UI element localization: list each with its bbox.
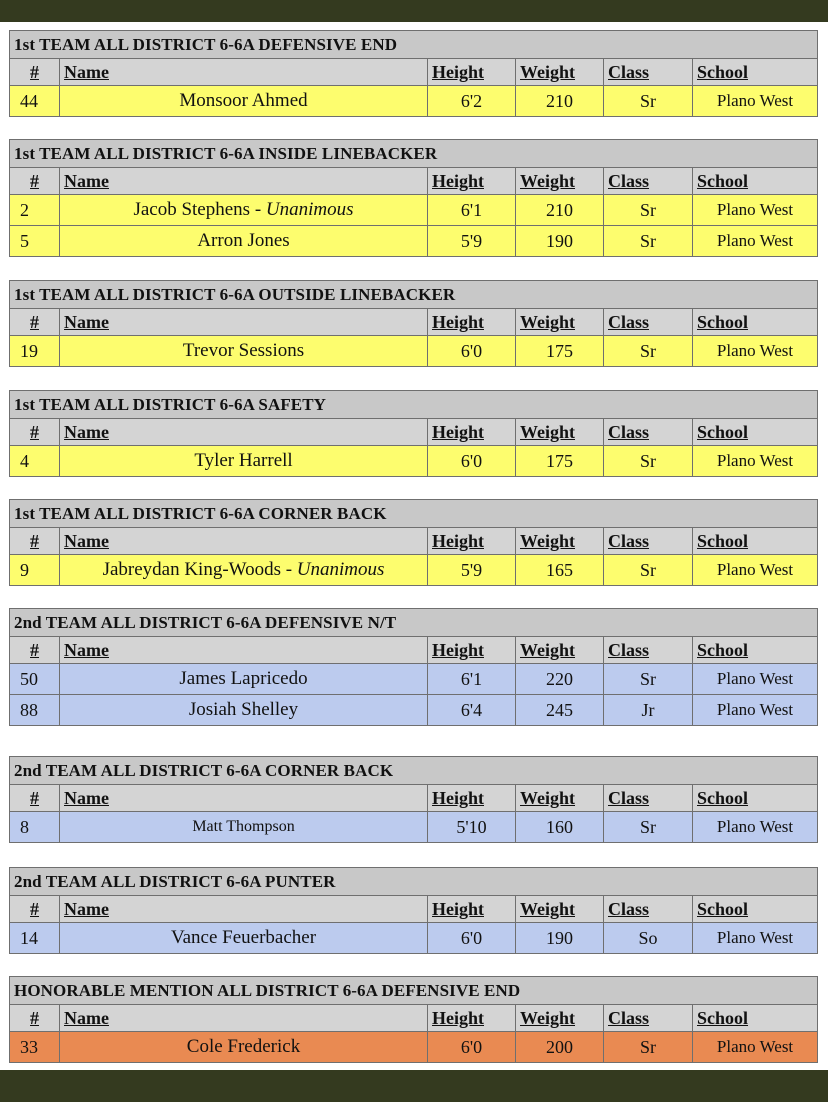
section-table: [9, 30, 818, 117]
section-title: 2nd TEAM ALL DISTRICT 6-6A PUNTER: [10, 868, 818, 896]
header-height: Height: [428, 528, 516, 555]
section-table: [9, 867, 818, 954]
player-num: 88: [10, 695, 60, 726]
header-school: School: [693, 419, 818, 446]
player-row: [10, 664, 818, 695]
header-num: #: [10, 896, 60, 923]
header-class: Class: [604, 419, 693, 446]
section-title: 1st TEAM ALL DISTRICT 6-6A DEFENSIVE END: [10, 31, 818, 59]
header-school: School: [693, 1005, 818, 1032]
header-height: Height: [428, 1005, 516, 1032]
player-name-text: Cole Frederick: [186, 1036, 301, 1057]
player-num: 4: [10, 446, 60, 477]
player-weight: 220: [516, 664, 604, 695]
player-name: [60, 1032, 428, 1063]
header-class: Class: [604, 309, 693, 336]
player-class: Sr: [604, 195, 693, 226]
player-name: [60, 336, 428, 367]
player-name-text: James Lapricedo: [179, 668, 308, 689]
player-num: 33: [10, 1032, 60, 1063]
player-height: 6'0: [428, 923, 516, 954]
section-title: 1st TEAM ALL DISTRICT 6-6A CORNER BACK: [10, 500, 818, 528]
player-height: 6'1: [428, 664, 516, 695]
section-title: HONORABLE MENTION ALL DISTRICT 6-6A DEFENSIVE END: [10, 977, 818, 1005]
section-title-row: [10, 500, 818, 528]
player-height: 6'0: [428, 1032, 516, 1063]
player-name-text: Josiah Shelley: [188, 699, 299, 720]
player-class: Sr: [604, 336, 693, 367]
player-height: 5'10: [428, 812, 516, 843]
player-height: 6'1: [428, 195, 516, 226]
header-weight: Weight: [516, 896, 604, 923]
player-school: Plano West: [693, 695, 818, 726]
player-school: Plano West: [693, 812, 818, 843]
column-header-row: [10, 528, 818, 555]
player-name-text: Vance Feuerbacher: [170, 927, 317, 948]
player-school: Plano West: [693, 555, 818, 586]
player-row: [10, 555, 818, 586]
player-num: 2: [10, 195, 60, 226]
column-header-row: [10, 896, 818, 923]
header-name: Name: [60, 419, 428, 446]
player-name: [60, 446, 428, 477]
column-header-row: [10, 59, 818, 86]
player-name: [60, 923, 428, 954]
header-num: #: [10, 168, 60, 195]
player-num: 9: [10, 555, 60, 586]
header-height: Height: [428, 59, 516, 86]
player-name: [60, 226, 428, 257]
player-class: So: [604, 923, 693, 954]
section-title-row: [10, 757, 818, 785]
header-weight: Weight: [516, 785, 604, 812]
section-table: [9, 499, 818, 586]
player-row: [10, 195, 818, 226]
player-row: [10, 812, 818, 843]
player-weight: 175: [516, 336, 604, 367]
header-weight: Weight: [516, 59, 604, 86]
header-num: #: [10, 309, 60, 336]
section-table: [9, 280, 818, 367]
player-class: Sr: [604, 446, 693, 477]
player-name-text: Arron Jones: [197, 230, 290, 251]
player-row: [10, 1032, 818, 1063]
column-header-row: [10, 785, 818, 812]
header-name: Name: [60, 309, 428, 336]
player-class: Sr: [604, 226, 693, 257]
player-weight: 165: [516, 555, 604, 586]
column-header-row: [10, 1005, 818, 1032]
player-weight: 175: [516, 446, 604, 477]
header-num: #: [10, 59, 60, 86]
player-school: Plano West: [693, 923, 818, 954]
player-school: Plano West: [693, 195, 818, 226]
header-name: Name: [60, 168, 428, 195]
player-row: [10, 923, 818, 954]
player-class: Jr: [604, 695, 693, 726]
header-num: #: [10, 528, 60, 555]
player-name: [60, 695, 428, 726]
player-weight: 210: [516, 195, 604, 226]
player-num: 50: [10, 664, 60, 695]
player-class: Sr: [604, 555, 693, 586]
player-num: 19: [10, 336, 60, 367]
column-header-row: [10, 419, 818, 446]
header-weight: Weight: [516, 528, 604, 555]
column-header-row: [10, 309, 818, 336]
header-height: Height: [428, 309, 516, 336]
section-title-row: [10, 391, 818, 419]
player-name: [60, 195, 428, 226]
player-name-text: Tyler Harrell: [194, 450, 293, 471]
header-school: School: [693, 785, 818, 812]
player-height: 5'9: [428, 555, 516, 586]
header-class: Class: [604, 637, 693, 664]
section-title: 2nd TEAM ALL DISTRICT 6-6A CORNER BACK: [10, 757, 818, 785]
header-height: Height: [428, 637, 516, 664]
player-weight: 245: [516, 695, 604, 726]
section-title: 1st TEAM ALL DISTRICT 6-6A INSIDE LINEBACKER: [10, 140, 818, 168]
player-num: 5: [10, 226, 60, 257]
player-row: [10, 86, 818, 117]
player-num: 14: [10, 923, 60, 954]
header-school: School: [693, 896, 818, 923]
player-school: Plano West: [693, 664, 818, 695]
player-height: 6'0: [428, 446, 516, 477]
header-name: Name: [60, 528, 428, 555]
player-class: Sr: [604, 812, 693, 843]
player-weight: 190: [516, 226, 604, 257]
section-table: [9, 756, 818, 843]
header-class: Class: [604, 59, 693, 86]
column-header-row: [10, 637, 818, 664]
section-title: 1st TEAM ALL DISTRICT 6-6A SAFETY: [10, 391, 818, 419]
header-class: Class: [604, 785, 693, 812]
section-title-row: [10, 977, 818, 1005]
player-name: [60, 86, 428, 117]
section-table: [9, 390, 818, 477]
player-name: [60, 812, 428, 843]
player-height: 6'4: [428, 695, 516, 726]
player-name-text: Matt Thompson: [192, 818, 295, 835]
player-weight: 160: [516, 812, 604, 843]
header-name: Name: [60, 1005, 428, 1032]
section-table: [9, 608, 818, 726]
player-school: Plano West: [693, 1032, 818, 1063]
player-height: 6'2: [428, 86, 516, 117]
player-weight: 190: [516, 923, 604, 954]
header-name: Name: [60, 59, 428, 86]
header-school: School: [693, 168, 818, 195]
header-height: Height: [428, 168, 516, 195]
section-title: 1st TEAM ALL DISTRICT 6-6A OUTSIDE LINEBACKER: [10, 281, 818, 309]
header-weight: Weight: [516, 309, 604, 336]
header-weight: Weight: [516, 637, 604, 664]
unanimous-note: Unanimous: [265, 199, 354, 220]
header-name: Name: [60, 785, 428, 812]
player-height: 5'9: [428, 226, 516, 257]
player-school: Plano West: [693, 226, 818, 257]
section-title: 2nd TEAM ALL DISTRICT 6-6A DEFENSIVE N/T: [10, 609, 818, 637]
player-class: Sr: [604, 1032, 693, 1063]
player-weight: 210: [516, 86, 604, 117]
section-table: [9, 139, 818, 257]
header-num: #: [10, 785, 60, 812]
header-height: Height: [428, 419, 516, 446]
player-row: [10, 446, 818, 477]
unanimous-note: Unanimous: [296, 559, 385, 580]
player-row: [10, 226, 818, 257]
header-height: Height: [428, 785, 516, 812]
section-title-row: [10, 281, 818, 309]
player-name: [60, 555, 428, 586]
player-class: Sr: [604, 664, 693, 695]
player-num: 44: [10, 86, 60, 117]
player-school: Plano West: [693, 86, 818, 117]
player-row: [10, 695, 818, 726]
header-num: #: [10, 1005, 60, 1032]
header-school: School: [693, 528, 818, 555]
player-name-text: Monsoor Ahmed: [179, 90, 308, 111]
header-num: #: [10, 637, 60, 664]
player-class: Sr: [604, 86, 693, 117]
section-title-row: [10, 31, 818, 59]
section-title-row: [10, 868, 818, 896]
column-header-row: [10, 168, 818, 195]
header-class: Class: [604, 1005, 693, 1032]
header-school: School: [693, 59, 818, 86]
player-height: 6'0: [428, 336, 516, 367]
header-weight: Weight: [516, 168, 604, 195]
header-class: Class: [604, 528, 693, 555]
header-weight: Weight: [516, 1005, 604, 1032]
all-district-document: [0, 22, 828, 1070]
header-class: Class: [604, 168, 693, 195]
header-num: #: [10, 419, 60, 446]
player-school: Plano West: [693, 446, 818, 477]
player-weight: 200: [516, 1032, 604, 1063]
header-weight: Weight: [516, 419, 604, 446]
header-school: School: [693, 309, 818, 336]
section-title-row: [10, 609, 818, 637]
player-name-text: Jacob Stephens -: [133, 199, 266, 220]
player-row: [10, 336, 818, 367]
player-name: [60, 664, 428, 695]
player-name-text: Jabreydan King-Woods -: [102, 559, 297, 580]
header-name: Name: [60, 637, 428, 664]
player-num: 8: [10, 812, 60, 843]
header-name: Name: [60, 896, 428, 923]
header-class: Class: [604, 896, 693, 923]
player-name-text: Trevor Sessions: [182, 340, 305, 361]
header-height: Height: [428, 896, 516, 923]
header-school: School: [693, 637, 818, 664]
section-table: [9, 976, 818, 1063]
player-school: Plano West: [693, 336, 818, 367]
section-title-row: [10, 140, 818, 168]
